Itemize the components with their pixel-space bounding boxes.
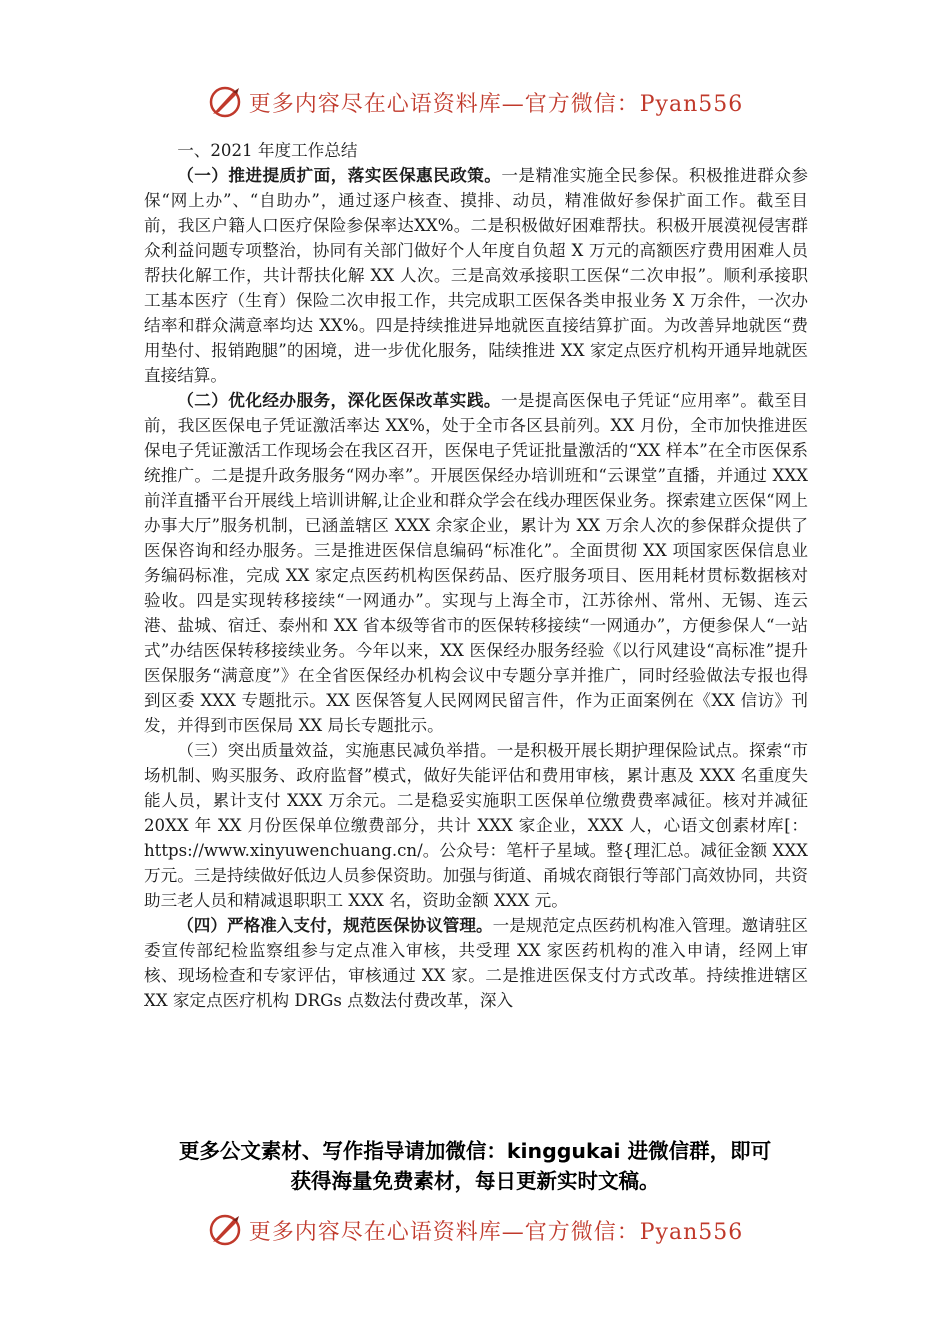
paragraph-2 xyxy=(144,388,808,738)
section-heading: 一、2021 年度工作总结 xyxy=(177,141,358,160)
promo-text xyxy=(100,1136,850,1196)
paragraph-4 xyxy=(144,913,808,1013)
paragraph-4-text: 一是规范定点医药机构准入管理。邀请驻区委宣传部纪检监察组参与定点准入审核，共受理 XX 家医药机构的准入申请，经网上审核、现场检查和专家评估，审核通过 XX 家。二是推进医保支付方式改革。持续推进辖区 XX 家定点医疗机构 DRGs 点数法付费改革，深入 xyxy=(144,916,809,1010)
footer-banner-text: 更多内容尽在心语资料库—官方微信：Pyan556 xyxy=(248,1219,744,1245)
paragraph-1-bold: （一）推进提质扩面，落实医保惠民政策。 xyxy=(177,165,502,185)
promo-line-2: 获得海量免费素材，每日更新实时文稿。 xyxy=(290,1169,660,1193)
quill-logo-icon xyxy=(207,84,243,120)
paragraph-4-bold: （四）严格准入支付，规范医保协议管理。 xyxy=(177,915,493,935)
paragraph-3-text: （三）突出质量效益，实施惠民减负举措。一是积极开展长期护理保险试点。探索“市场机制、购买服务、政府监督”模式，做好失能评估和费用审核，累计惠及 XXX 名重度失能人员，累计支付 XXX 万余元。二是稳妥实施职工医保单位缴费费率减征。核对并减征 20XX 年 XX 月份医保单位缴费部分，共计 XXX 家企业，XXX 人，心语文创素材库[：https://www.xinyuwenchuang.cn/。公众号：笔杆子星域。整{理汇总。减征金额 XXX 万元。三是持续做好低边人员参保资助。加强与街道、甬城农商银行等部门高效协同，共资助三老人员和精减退职职工 XXX 名，资助金额 XXX 元。 xyxy=(144,741,808,910)
paragraph-1 xyxy=(144,163,808,388)
paragraph-2-text: 一是提高医保电子凭证“应用率”。截至目前，我区医保电子凭证激活率达 XX%，处于全市各区县前列。XX 月份，全市加快推进医保电子凭证激活工作现场会在我区召开，医保电子凭证批量激活的“XX 样本”在全市医保系统推广。二是提升政务服务“网办率”。开展医保经办培训班和“云课堂”直播，并通过 XXX 前洋直播平台开展线上培训讲解,让企业和群众学会在线办理医保业务。探索建立医保“网上办事大厅”服务机制，已涵盖辖区 XXX 余家企业，累计为 XX 万余人次的参保群众提供了医保咨询和经办服务。三是推进医保信息编码“标准化”。全面贯彻 XX 项国家医保信息业务编码标准，完成 XX 家定点医药机构医保药品、医疗服务项目、医用耗材贯标数据核对验收。四是实现转移接续“一网通办”。实现与上海全市，江苏徐州、常州、无锡、连云港、盐城、宿迁、泰州和 XX 省本级等省市的医保转移接续“一网通办”，方便参保人“一站式”办结医保转移接续业务。今年以来，XX 医保经办服务经验《以行风建设“高标准”提升医保服务“满意度”》在全省医保经办机构会议中专题分享并推广，同时经验做法专报也得到区委 XXX 专题批示。XX 医保答复人民网网民留言件，作为正面案例在《XX 信访》刊发，并得到市医保局 XX 局长专题批示。 xyxy=(144,391,809,735)
paragraph-3 xyxy=(144,738,808,913)
footer-banner xyxy=(0,1208,950,1252)
header-banner-text: 更多内容尽在心语资料库—官方微信：Pyan556 xyxy=(248,91,744,117)
promo-line-1: 更多公文素材、写作指导请加微信：kinggukai 进微信群，即可 xyxy=(178,1139,772,1163)
document-body xyxy=(144,138,808,1013)
paragraph-2-bold: （二）优化经办服务，深化医保改革实践。 xyxy=(177,390,501,410)
quill-logo-icon xyxy=(207,1212,243,1248)
paragraph-1-text: 一是精准实施全民参保。积极推进群众参保“网上办”、“自助办”，通过逐户核查、摸排、动员，精准做好参保扩面工作。截至目前，我区户籍人口医疗保险参保率达XX%。二是积极做好困难帮扶。积极开展漠视侵害群众利益问题专项整治，协同有关部门做好个人年度自负超 X 万元的高额医疗费用困难人员帮扶化解工作，共计帮扶化解 XX 人次。三是高效承接职工医保“二次申报”。顺利承接职工基本医疗（生育）保险二次申报工作，共完成职工医保各类申报业务 X 万余件，一次办结率和群众满意率均达 XX%。四是持续推进异地就医直接结算扩面。为改善异地就医“费用垫付、报销跑腿”的困境，进一步优化服务，陆续推进 XX 家定点医疗机构开通异地就医直接结算。 xyxy=(144,166,808,385)
header-banner xyxy=(0,80,950,124)
